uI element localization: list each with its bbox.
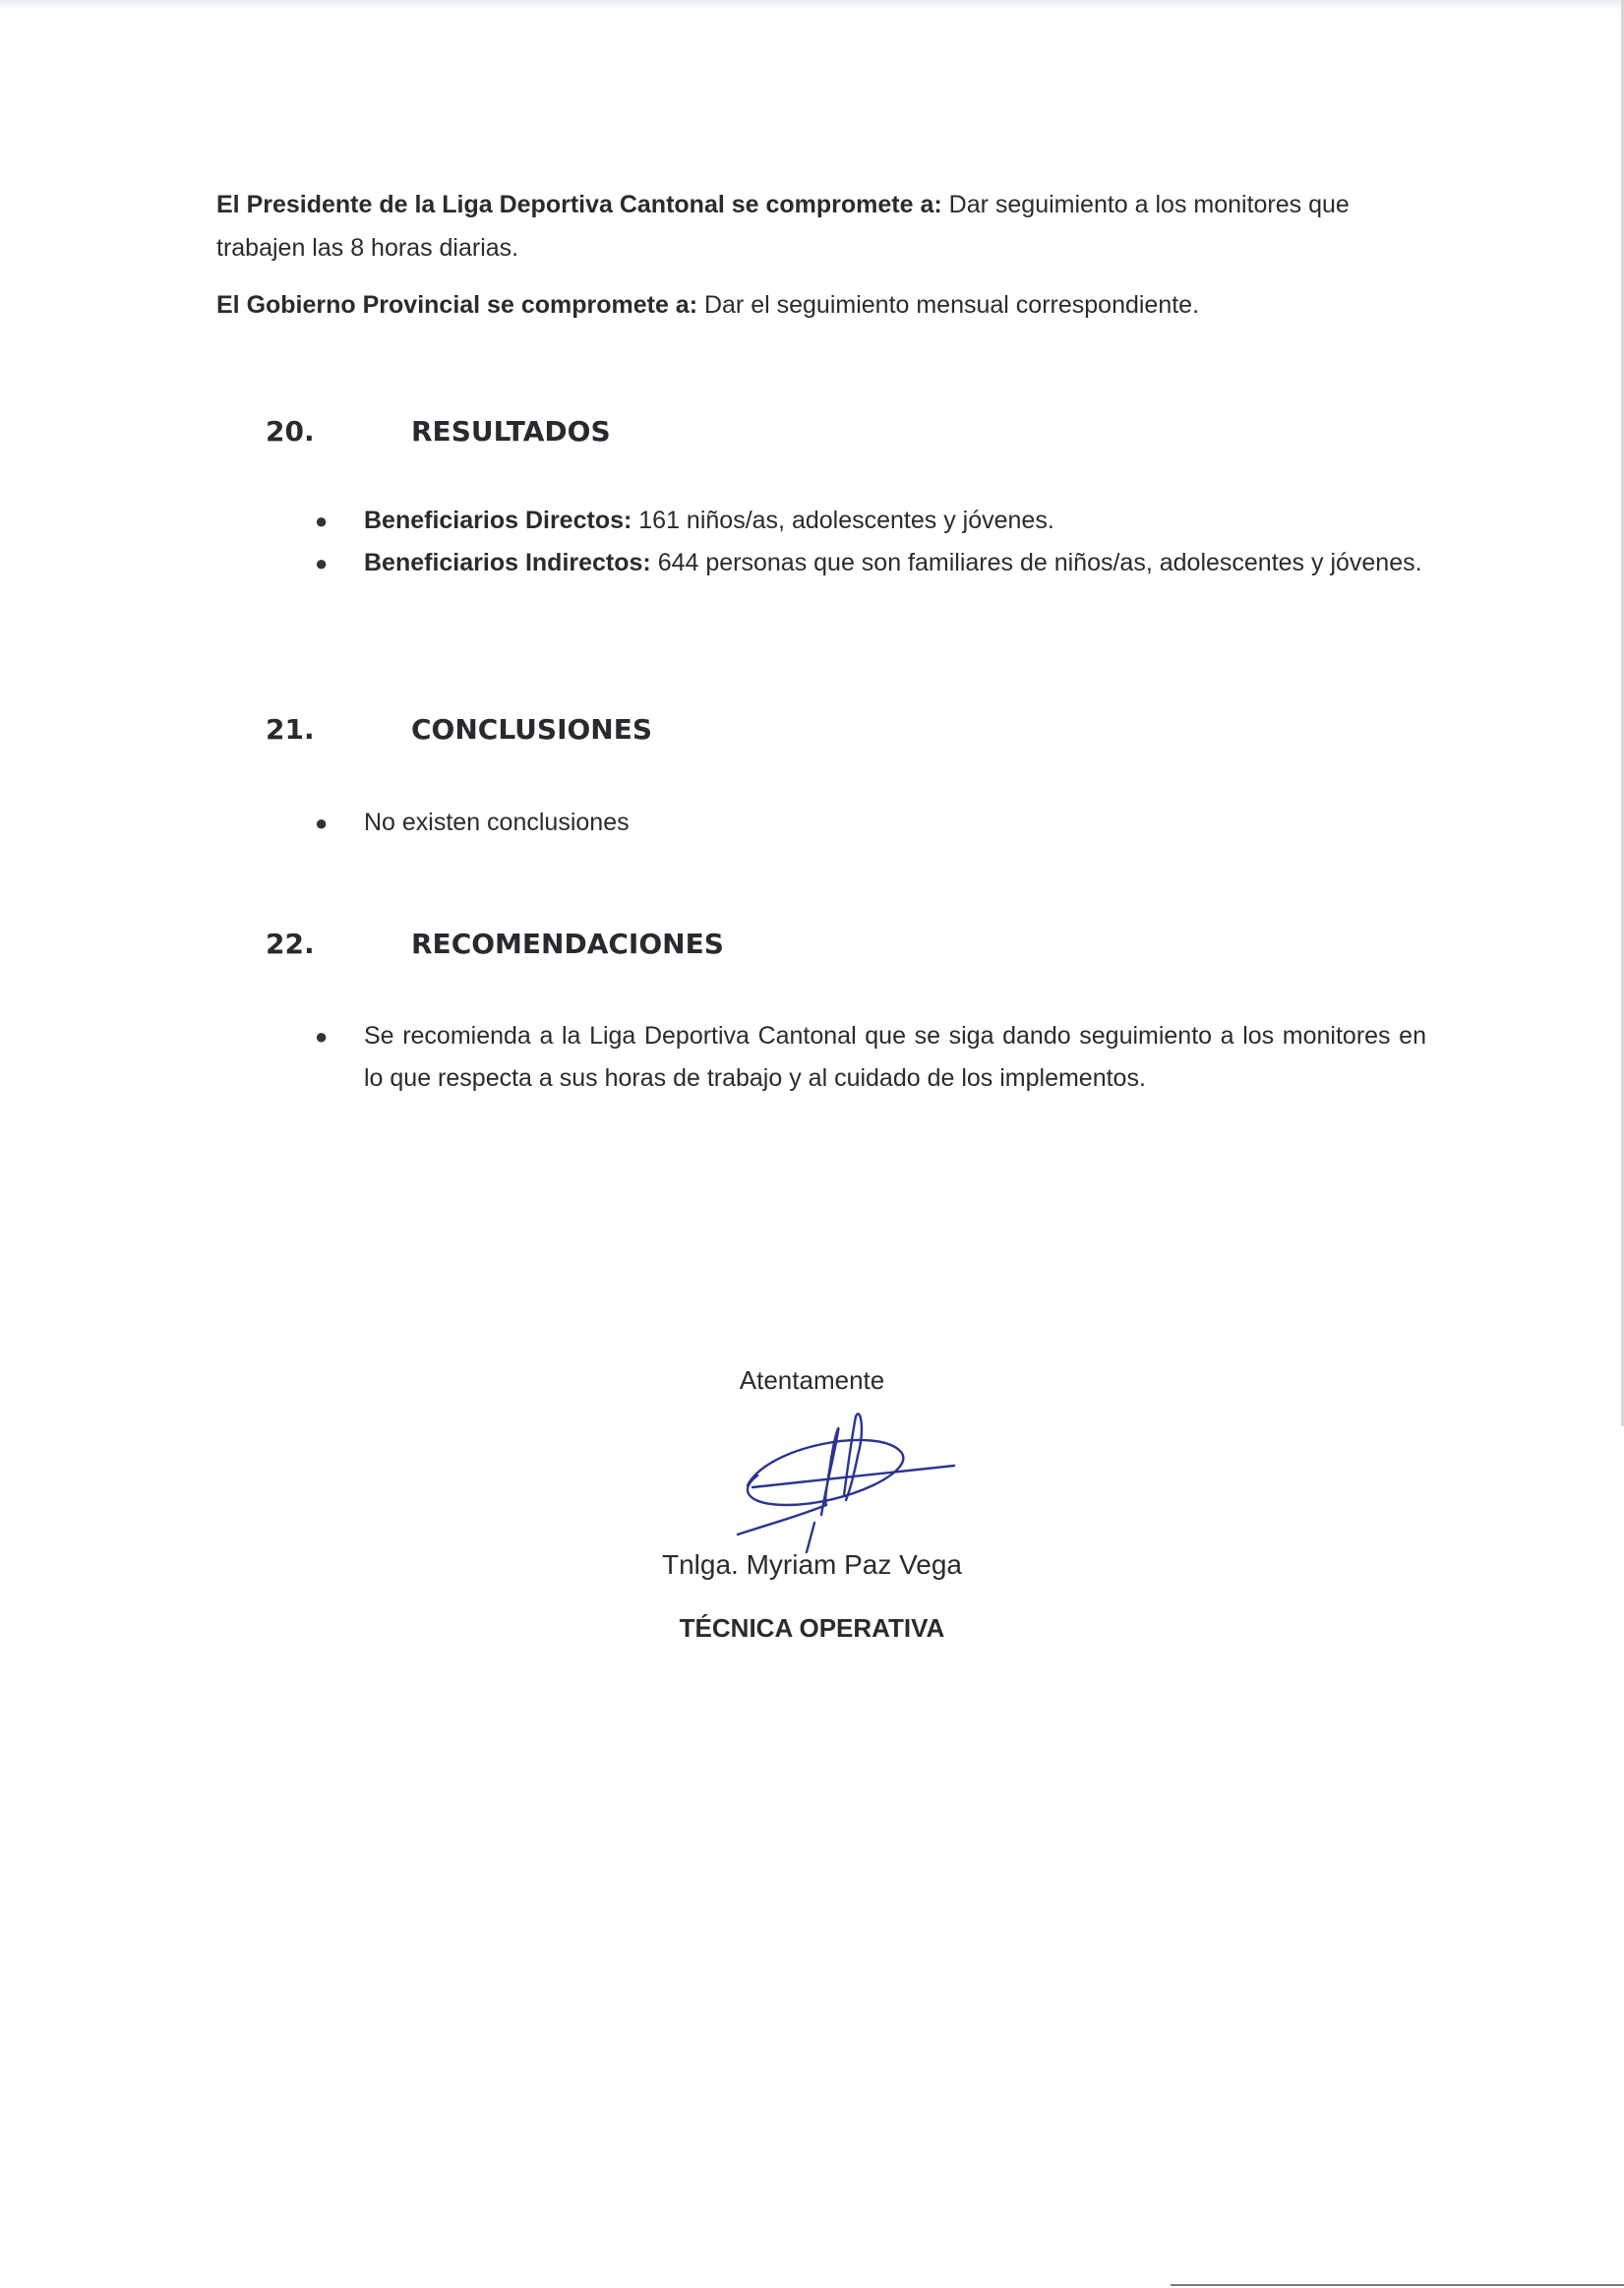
item-text: 644 personas que son familiares de niños/as, adolescentes y jóvenes. bbox=[650, 549, 1422, 576]
item-text: No existen conclusiones bbox=[364, 809, 630, 836]
item-text: Se recomienda a la Liga Deportiva Cantonal que se siga dando seguimiento a los monitores en lo que respecta a sus horas de trabajo y al cuidado de los implementos. bbox=[364, 1022, 1426, 1092]
section-heading-resultados bbox=[266, 415, 1151, 448]
commitment-party: El Presidente de la Liga Deportiva Cantonal se compromete a: bbox=[216, 191, 942, 218]
signer-name: Tnlga. Myriam Paz Vega bbox=[661, 1549, 963, 1580]
conclusions-list bbox=[315, 802, 1426, 844]
list-item bbox=[315, 500, 1426, 542]
commitment-president bbox=[216, 183, 1426, 270]
section-number: 21. bbox=[266, 713, 315, 746]
commitment-government bbox=[216, 283, 1426, 327]
scan-edge-bottom bbox=[1171, 2284, 1624, 2286]
commitment-party: El Gobierno Provincial se compromete a: bbox=[216, 291, 698, 319]
item-label: Beneficiarios Directos: bbox=[364, 507, 632, 534]
list-item bbox=[315, 542, 1426, 584]
salutation: Atentamente bbox=[739, 1365, 885, 1395]
section-title: RESULTADOS bbox=[411, 415, 611, 448]
section-heading-recomendaciones bbox=[266, 928, 1151, 960]
bullet-icon: ● bbox=[315, 811, 329, 835]
item-text: 161 niños/as, adolescentes y jóvenes. bbox=[632, 507, 1054, 534]
list-item bbox=[315, 802, 1426, 844]
recommendations-list bbox=[315, 1015, 1426, 1100]
scan-edge-top bbox=[0, 0, 1624, 10]
bullet-icon: ● bbox=[315, 551, 329, 575]
section-title: RECOMENDACIONES bbox=[411, 928, 724, 960]
section-title: CONCLUSIONES bbox=[411, 713, 653, 746]
commitment-text: Dar seguimiento a los monitores que trabajen las 8 horas diarias. bbox=[216, 191, 1350, 262]
results-list bbox=[315, 500, 1426, 584]
bullet-icon: ● bbox=[315, 1024, 329, 1049]
commitment-text: Dar el seguimiento mensual correspondiente. bbox=[697, 291, 1200, 319]
list-item bbox=[315, 1015, 1426, 1100]
item-label: Beneficiarios Indirectos: bbox=[364, 549, 651, 576]
section-number: 22. bbox=[266, 928, 315, 960]
section-number: 20. bbox=[266, 415, 315, 448]
signer-role: TÉCNICA OPERATIVA bbox=[679, 1613, 945, 1643]
section-heading-conclusiones bbox=[266, 713, 1151, 746]
handwritten-signature-icon bbox=[728, 1407, 964, 1554]
bullet-icon: ● bbox=[315, 509, 329, 533]
